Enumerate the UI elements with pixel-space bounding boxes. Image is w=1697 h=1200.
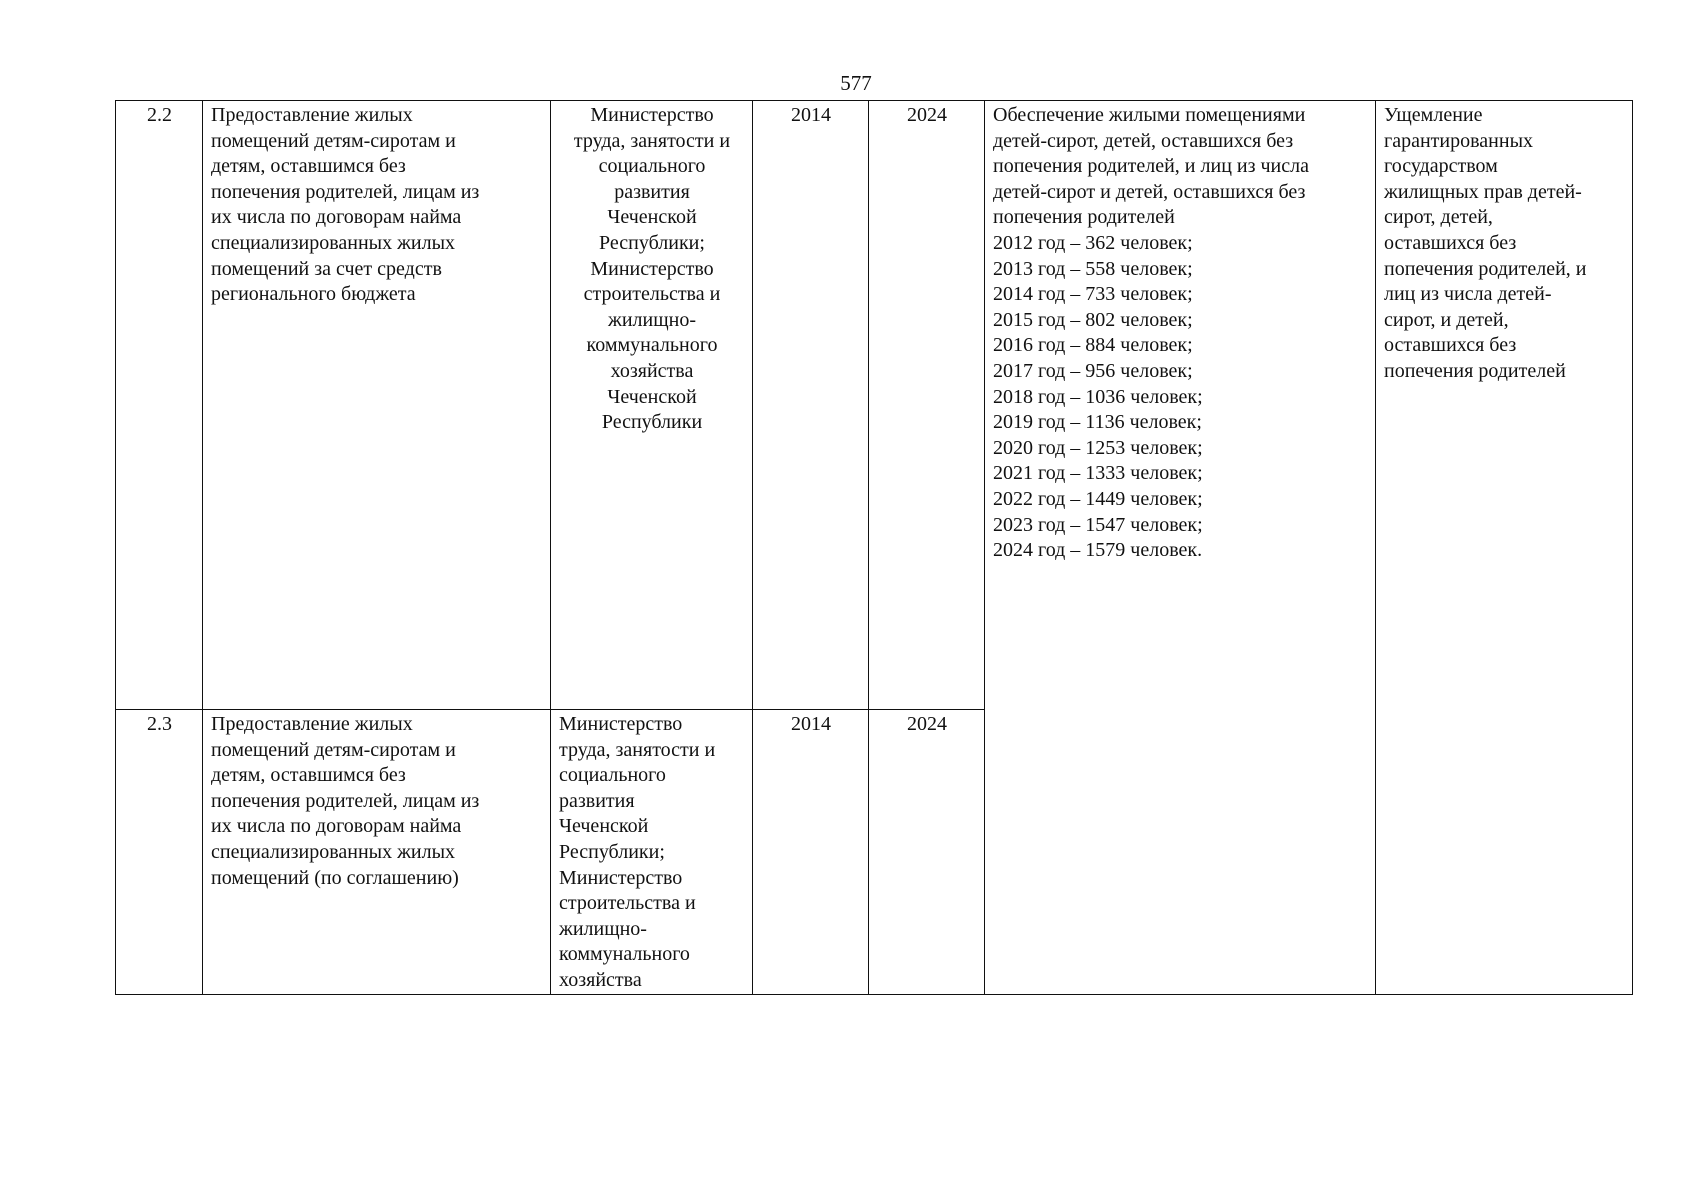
text-line: их числа по договорам найма (211, 815, 462, 838)
text-line: жилищно- (559, 917, 647, 940)
text-line: оставшихся без (1384, 231, 1517, 254)
text-line: Республики; (599, 231, 705, 254)
text-line: 2012 год – 362 человек; (993, 231, 1193, 254)
text-line: коммунального (586, 334, 718, 357)
text-line: попечения родителей, и лиц из числа (993, 155, 1309, 178)
text-line: Республики; (559, 840, 665, 863)
text-line: сирот, детей, (1384, 206, 1493, 229)
text-line: Министерство (590, 104, 714, 126)
text-line: попечения родителей (993, 206, 1175, 229)
text-line: строительства и (559, 892, 696, 915)
text-line: Министерство (559, 713, 683, 735)
text-line: попечения родителей, лицам из (211, 789, 480, 812)
responsible-executor (551, 101, 753, 710)
text-line: детям, оставшимся без (211, 764, 406, 787)
text-line: 2018 год – 1036 человек; (993, 385, 1203, 408)
text-line: 2019 год – 1136 человек; (993, 411, 1202, 434)
text-line: Предоставление жилых (211, 713, 413, 735)
end-year: 2024 (869, 710, 985, 995)
text-line: жилищных прав детей- (1384, 180, 1582, 203)
expected-result (985, 101, 1376, 995)
text-line: Чеченской (607, 385, 697, 408)
text-line: Ущемление (1384, 104, 1483, 126)
text-line: 2021 год – 1333 человек; (993, 462, 1203, 485)
text-line: 2016 год – 884 человек; (993, 334, 1193, 357)
text-line: помещений детям-сиротам и (211, 738, 456, 761)
text-line: Чеченской (559, 815, 649, 838)
text-line: их числа по договорам найма (211, 206, 462, 229)
text-line: Предоставление жилых (211, 104, 413, 126)
text-line: попечения родителей, и (1384, 257, 1587, 280)
end-year: 2024 (869, 101, 985, 710)
text-line: 2022 год – 1449 человек; (993, 487, 1203, 510)
text-line: 2020 год – 1253 человек; (993, 436, 1203, 459)
responsible-executor (551, 710, 753, 995)
text-line: хозяйства (559, 968, 642, 991)
text-line: сирот, и детей, (1384, 308, 1509, 331)
text-line: регионального бюджета (211, 283, 416, 306)
consequences-of-non-implementation (1376, 101, 1633, 995)
text-line: развития (614, 180, 690, 203)
measure-title (203, 710, 551, 995)
text-line: помещений (по соглашению) (211, 866, 459, 889)
text-line: труда, занятости и (573, 129, 731, 152)
text-line: попечения родителей, лицам из (211, 180, 480, 203)
text-line: труда, занятости и (559, 738, 716, 761)
measure-title (203, 101, 551, 710)
text-line: хозяйства (610, 359, 694, 382)
text-line: 2013 год – 558 человек; (993, 257, 1193, 280)
text-line: 2024 год – 1579 человек. (993, 539, 1203, 562)
text-line: 2014 год – 733 человек; (993, 283, 1193, 306)
text-line: детей-сирот и детей, оставшихся без (993, 180, 1306, 203)
text-line: социального (598, 155, 706, 178)
text-line: Министерство (590, 257, 714, 280)
text-line: Министерство (559, 866, 683, 889)
text-line: социального (559, 764, 666, 787)
table-row (116, 101, 1633, 710)
text-line: государством (1384, 155, 1498, 178)
page-number: 577 (840, 71, 872, 95)
text-line: развития (559, 789, 635, 812)
text-line: лиц из числа детей- (1384, 283, 1552, 306)
text-line: строительства и (583, 283, 721, 306)
start-year: 2014 (753, 101, 869, 710)
text-line: детей-сирот, детей, оставшихся без (993, 129, 1294, 152)
text-line: детям, оставшимся без (211, 155, 406, 178)
row-number: 2.2 (116, 101, 203, 710)
program-measures-table (115, 100, 1633, 995)
text-line: Обеспечение жилыми помещениями (993, 104, 1306, 126)
text-line: помещений за счет средств (211, 257, 442, 280)
text-line: жилищно- (608, 308, 696, 331)
text-line: специализированных жилых (211, 840, 456, 863)
text-line: 2017 год – 956 человек; (993, 359, 1193, 382)
text-line: помещений детям-сиротам и (211, 129, 456, 152)
text-line: специализированных жилых (211, 231, 456, 254)
text-line: Республики (601, 411, 703, 434)
text-line: Чеченской (607, 206, 697, 229)
text-line: попечения родителей (1384, 359, 1566, 382)
text-line: коммунального (559, 943, 690, 966)
text-line: оставшихся без (1384, 334, 1517, 357)
text-line: 2023 год – 1547 человек; (993, 513, 1203, 536)
text-line: 2015 год – 802 человек; (993, 308, 1193, 331)
start-year: 2014 (753, 710, 869, 995)
text-line: гарантированных (1384, 129, 1534, 152)
row-number: 2.3 (116, 710, 203, 995)
